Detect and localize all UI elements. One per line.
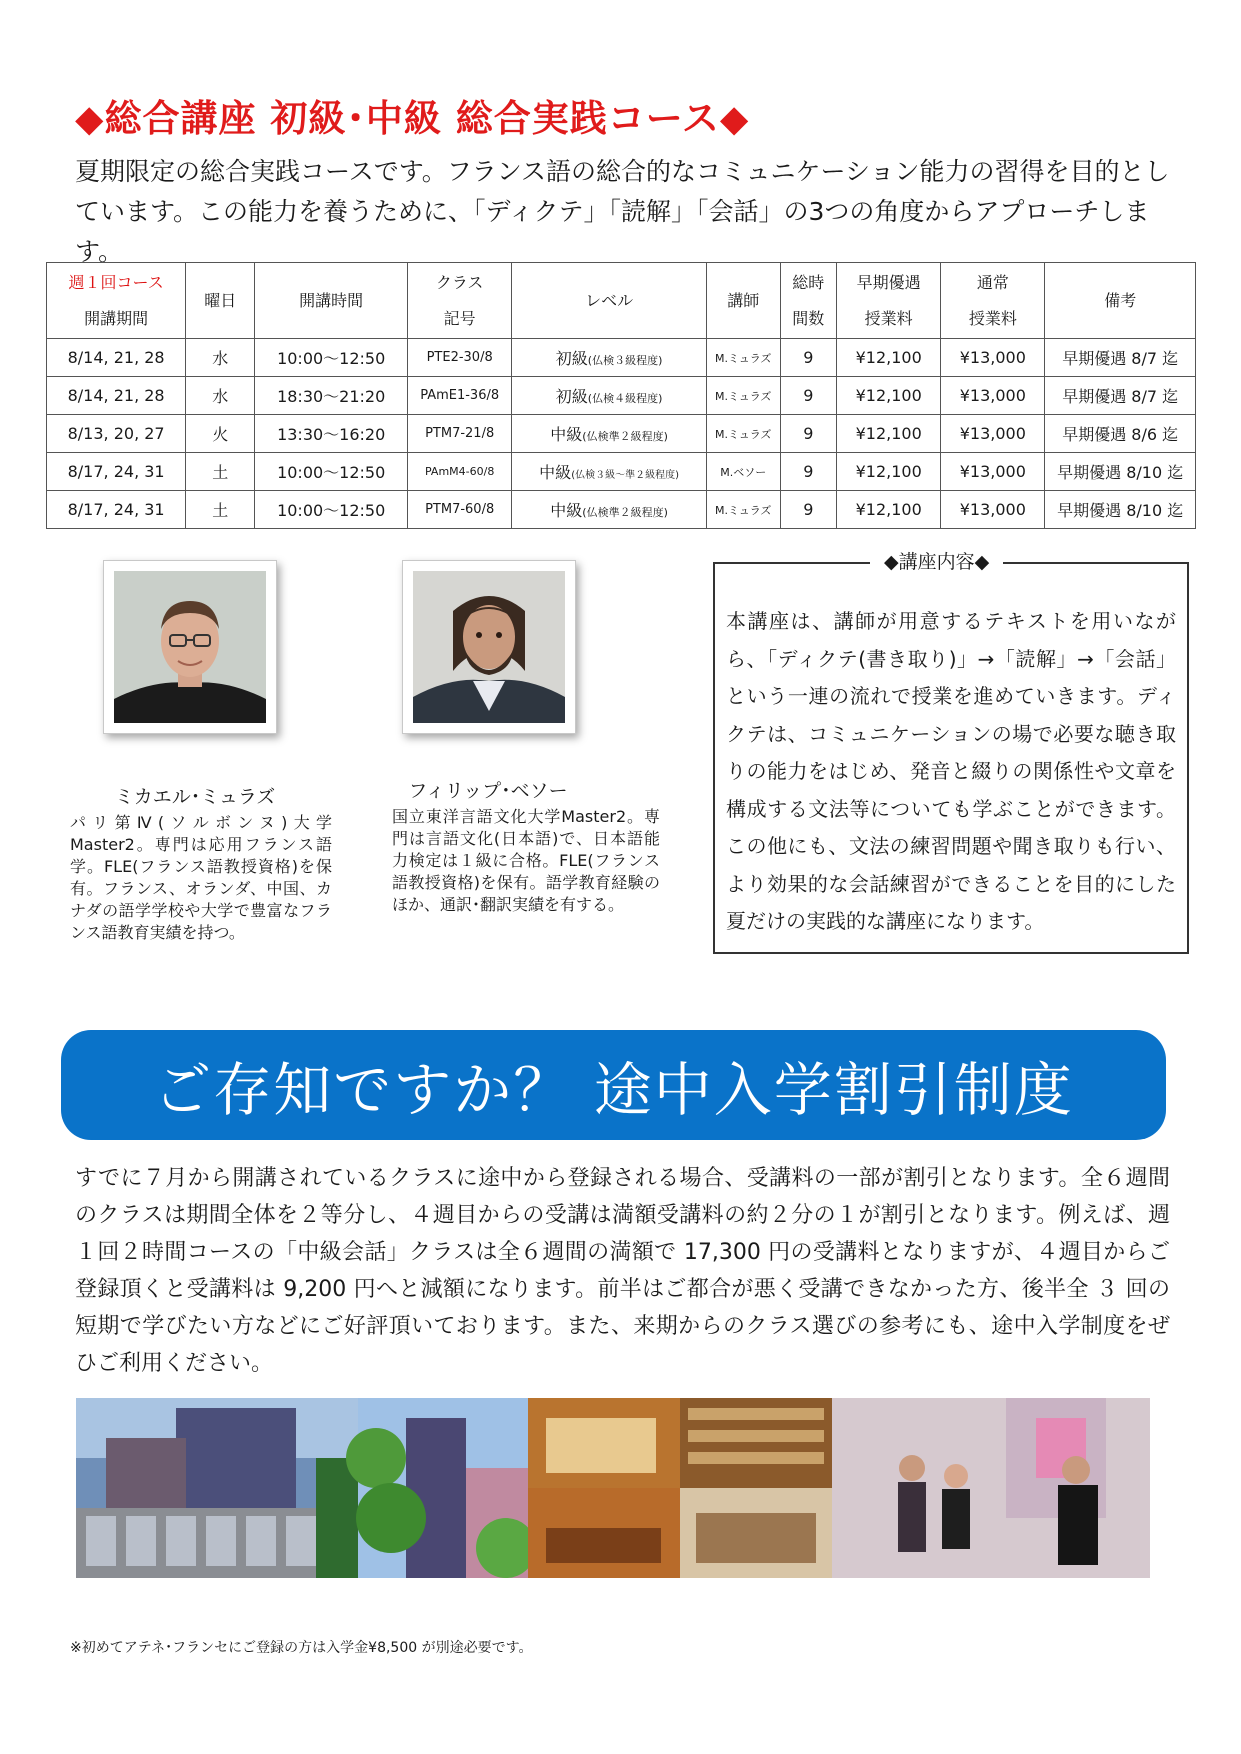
header-code: クラス 記号	[408, 263, 512, 339]
cell-period: 8/17, 24, 31	[47, 491, 186, 529]
cell-notes: 早期優遇 8/10 迄	[1045, 453, 1196, 491]
cell-early-fee: ¥12,100	[837, 453, 941, 491]
header-regular-fee: 通常 授業料	[941, 263, 1045, 339]
cell-hours: 9	[780, 377, 837, 415]
cell-code: PTE2-30/8	[408, 339, 512, 377]
cell-code: PTM7-21/8	[408, 415, 512, 453]
cell-teacher: M.ミュラズ	[706, 491, 780, 529]
discount-text: すでに７月から開講されているクラスに途中から登録される場合、受講料の一部が割引となります。全６週間のクラスは期間全体を２等分し、４週目からの受講は満額受講料の約２分の１が割引となります。例えば、週１回２時間コースの「中級会話」クラスは全６週間の満額で 17,300 円の受講料となりますが、４週目からご登録頂くと受講料は 9,200 円へと減額になります。前半はご都合が悪く受講できなかった方、後半全 ３ 回の短期で学びたい方などにご好評頂いております。また、来期からのクラス選びの参考にも、途中入学制度をぜひご利用ください。	[75, 1166, 1170, 1376]
interior-photos	[528, 1398, 832, 1578]
course-content-title: ◆講座内容◆	[870, 547, 1003, 574]
cell-day: 火	[186, 415, 255, 453]
header-day: 曜日	[186, 263, 255, 339]
cell-level: 中級(仏検準２級程度)	[512, 415, 707, 453]
cell-regular-fee: ¥13,000	[941, 491, 1045, 529]
cell-regular-fee: ¥13,000	[941, 377, 1045, 415]
header-time: 開講時間	[255, 263, 408, 339]
table-row	[47, 491, 1196, 529]
instructor-bio-2: 国立東洋言語文化大学Master2。専門は言語文化(日本語)で、日本語能力検定は１級に合格。FLE(フランス語教授資格)を保有。語学教育経験のほか、通訳･翻訳実績を有する。	[392, 807, 660, 914]
cell-notes: 早期優遇 8/7 迄	[1045, 339, 1196, 377]
cell-teacher: M.ミュラズ	[706, 377, 780, 415]
schedule-table	[46, 262, 1196, 529]
cell-notes: 早期優遇 8/10 迄	[1045, 491, 1196, 529]
header-period: 週１回コース 開講期間	[47, 263, 186, 339]
cell-regular-fee: ¥13,000	[941, 453, 1045, 491]
portrait-illustration	[413, 571, 565, 723]
footnote: ※初めてアテネ･フランセにご登録の方は入学金¥8,500 が別途必要です。	[70, 1640, 533, 1656]
cell-time: 10:00～12:50	[255, 453, 408, 491]
cell-level: 初級(仏検４級程度)	[512, 377, 707, 415]
instructor-name-1: ミカエル･ミュラズ	[114, 786, 276, 808]
cell-hours: 9	[780, 415, 837, 453]
cell-code: PAmE1-36/8	[408, 377, 512, 415]
instructor-bio-1: パリ第Ⅳ(ソルボンヌ)大学Master2。専門は応用フランス語学。FLE(フランス語教授資格)を保有。フランス、オランダ、中国、カナダの語学学校や大学で豊富なフランス語教育実績を持つ。	[70, 813, 332, 942]
cell-level: 中級(仏検３級～準２級程度)	[512, 453, 707, 491]
discount-banner: ご存知ですか？ 途中入学割引制度	[61, 1030, 1166, 1140]
table-row	[47, 377, 1196, 415]
header-level: レベル	[512, 263, 707, 339]
instructor-name-2: フィリップ･ベソー	[408, 780, 568, 802]
cell-period: 8/14, 21, 28	[47, 339, 186, 377]
header-hours: 総時 間数	[780, 263, 837, 339]
cell-period: 8/17, 24, 31	[47, 453, 186, 491]
page-title: ◆総合講座 初級･中級 総合実践コース◆	[75, 97, 750, 140]
cell-time: 10:00～12:50	[255, 491, 408, 529]
building-photo-1	[76, 1398, 358, 1578]
cell-notes: 早期優遇 8/6 迄	[1045, 415, 1196, 453]
cell-early-fee: ¥12,100	[837, 339, 941, 377]
table-row	[47, 415, 1196, 453]
cell-day: 水	[186, 339, 255, 377]
building-photo-2	[346, 1398, 536, 1578]
cell-notes: 早期優遇 8/7 迄	[1045, 377, 1196, 415]
course-content-text: 本講座は、講師が用意するテキストを用いながら、「ディクテ(書き取り)」→「読解」→「会話」という一連の流れで授業を進めていきます。ディクテは、コミュニケーションの場で必要な聴き取りの能力をはじめ、発音と綴りの関係性や文章を構成する文法等についても学ぶことができます。この他にも、文法の練習問題や聞き取りも行い、より効果的な会話練習ができることを目的にした夏だけの実践的な講座になります。	[726, 609, 1176, 933]
header-teacher: 講師	[706, 263, 780, 339]
portrait-illustration	[114, 571, 266, 723]
cell-teacher: M.ミュラズ	[706, 339, 780, 377]
instructor-photo-1	[103, 560, 277, 734]
cell-teacher: M.ベソー	[706, 453, 780, 491]
table-row	[47, 339, 1196, 377]
cell-hours: 9	[780, 339, 837, 377]
cell-period: 8/14, 21, 28	[47, 377, 186, 415]
cell-day: 土	[186, 491, 255, 529]
cell-time: 13:30～16:20	[255, 415, 408, 453]
cell-code: PTM7-60/8	[408, 491, 512, 529]
cell-early-fee: ¥12,100	[837, 491, 941, 529]
header-notes: 備考	[1045, 263, 1196, 339]
table-header-row	[47, 263, 1196, 339]
table-row	[47, 453, 1196, 491]
cell-day: 土	[186, 453, 255, 491]
cell-hours: 9	[780, 453, 837, 491]
cell-regular-fee: ¥13,000	[941, 415, 1045, 453]
people-photo	[832, 1398, 1150, 1578]
cell-early-fee: ¥12,100	[837, 377, 941, 415]
cell-regular-fee: ¥13,000	[941, 339, 1045, 377]
cell-level: 中級(仏検準２級程度)	[512, 491, 707, 529]
cell-time: 10:00～12:50	[255, 339, 408, 377]
header-early-fee: 早期優遇 授業料	[837, 263, 941, 339]
photo-strip	[76, 1398, 1150, 1578]
instructor-photo-2	[402, 560, 576, 734]
cell-early-fee: ¥12,100	[837, 415, 941, 453]
cell-code: PAmM4-60/8	[408, 453, 512, 491]
cell-period: 8/13, 20, 27	[47, 415, 186, 453]
building-photos	[76, 1398, 1150, 1578]
intro-text: 夏期限定の総合実践コースです。フランス語の総合的なコミュニケーション能力の習得を目的としています。この能力を養うために、「ディクテ」「読解」「会話」の3つの角度からアプローチします。	[75, 157, 1170, 266]
cell-teacher: M.ミュラズ	[706, 415, 780, 453]
cell-day: 水	[186, 377, 255, 415]
cell-time: 18:30～21:20	[255, 377, 408, 415]
cell-hours: 9	[780, 491, 837, 529]
cell-level: 初級(仏検３級程度)	[512, 339, 707, 377]
